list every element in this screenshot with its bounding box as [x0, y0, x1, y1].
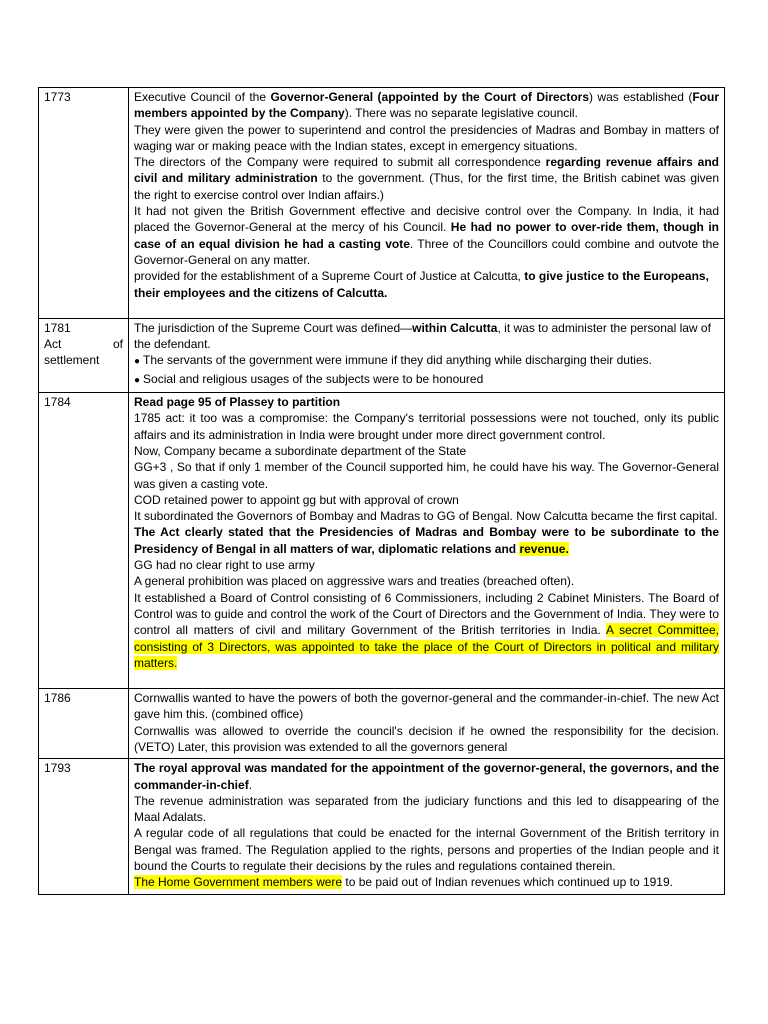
year-cell [39, 759, 129, 894]
paragraph: COD retained power to appoint gg but with approval of crown [134, 492, 459, 507]
paragraph [134, 590, 719, 671]
text-run: The directors of the Company were required to submit all correspondence [134, 155, 546, 170]
bullet-item: ● Social and religious usages of the subjects were to be honoured [134, 371, 719, 389]
content-cell [129, 759, 725, 894]
text-run: provided for the establishment of a Supreme Court of Justice at Calcutta, [134, 269, 525, 284]
content-cell [129, 88, 725, 319]
year-label: 1784 [44, 395, 71, 410]
content-cell [129, 318, 725, 392]
bold-text: Governor-General (appointed by the Court of Directors [270, 90, 590, 104]
paragraph: Cornwallis wanted to have the powers of both the governor-general and the commander-in-chief. The new Act gave him this. (combined office) [134, 691, 719, 722]
content-cell [129, 689, 725, 759]
paragraph: Cornwallis was allowed to override the council's decision if he owned the responsibility for the decision. (VETO) Later, this provision was extended to all the governors general [134, 723, 719, 754]
highlighted-text: revenue. [519, 541, 569, 556]
highlighted-text: A secret Committee, consisting of 3 Directors, was appointed to take the place of the Court of Directors in political and military matters. [134, 623, 719, 670]
bold-text: The royal approval was mandated for the appointment of the governor-general, the governors, and the commander-in-chief [134, 761, 719, 792]
year-label: 1781 [44, 320, 71, 335]
paragraph [134, 268, 719, 301]
text-run: The jurisdiction of the Supreme Court was defined— [134, 320, 413, 335]
year-cell [39, 689, 129, 759]
bold-text: regarding revenue affairs and civil and military administration [134, 155, 719, 186]
bold-text: Read page 95 of Plassey to partition [134, 395, 341, 410]
text-run: Executive Council of the [134, 90, 271, 104]
year-label: 1793 [44, 761, 71, 776]
paragraph: A general prohibition was placed on aggressive wars and treaties (breached often). [134, 574, 575, 589]
year-cell [39, 393, 129, 689]
paragraph [134, 874, 719, 890]
year-cell [39, 88, 129, 319]
spacer [134, 671, 719, 685]
text-run: . [248, 777, 253, 792]
table-row [39, 393, 725, 689]
bullet-item: ● The servants of the government were immune if they did anything while discharging their duties. [134, 352, 719, 370]
table-row [39, 318, 725, 392]
settlement-label: settlement [44, 353, 100, 368]
text-run: ) was established ( [589, 90, 693, 104]
table-row [39, 759, 725, 894]
text-run: , it was to administer the personal law of the defendant. [134, 320, 711, 352]
text-run: . Three of the Councillors could combine and outvote the Governor-General on any matter. [134, 236, 719, 267]
text-run: It established a Board of Control consisting of 6 Commissioners, including 2 Cabinet Ministers. The Board of Control was to guide and control the work of the Court of Directors and the Government of India. They were to control all matters of civil and military Government of the British territories in India. [134, 590, 719, 638]
year-label: 1786 [44, 691, 71, 706]
paragraph [134, 320, 719, 353]
paragraph: It subordinated the Governors of Bombay and Madras to GG of Bengal. Now Calcutta became the first capital. [134, 509, 718, 524]
paragraph [134, 760, 719, 793]
text-run: It had not given the British Government effective and decisive control over the Company. In India, it had placed the Governor-General at the mercy of his Council. [134, 204, 719, 235]
text-run: to be paid out of Indian revenues which continued up to 1919. [342, 875, 673, 890]
paragraph [134, 524, 719, 557]
bold-text: to give justice to the Europeans, their employees and the citizens of Calcutta. [134, 269, 709, 300]
table-row [39, 88, 725, 319]
bold-text: The Act clearly stated that the Presidencies of Madras and Bombay were to be subordinate to the Presidency of Bengal in all matters of war, diplomatic relations and [134, 525, 719, 556]
bold-text: within Calcutta [412, 320, 498, 335]
paragraph [134, 154, 719, 203]
paragraph [134, 203, 719, 268]
history-table [38, 87, 725, 895]
paragraph: They were given the power to superintend and control the presidencies of Madras and Bombay in matters of waging war or making peace with the Indian states, except in emergency situations. [134, 122, 719, 153]
paragraph: A regular code of all regulations that could be enacted for the internal Government of the British territory in Bengal was framed. The Regulation applied to the rights, persons and properties of the Indian people and it bound the Courts to regulate their decisions by the rules and regulations contained therein. [134, 826, 719, 874]
table-row [39, 689, 725, 759]
text-run: of [112, 337, 123, 352]
year-cell [39, 318, 129, 392]
text-run: ). There was no separate legislative council. [344, 106, 578, 121]
paragraph: GG had no clear right to use army [134, 558, 315, 573]
highlighted-text: The Home Government members were [134, 875, 343, 890]
paragraph: GG+3 , So that if only 1 member of the Council supported him, he could have his way. The Governor-General was given a casting vote. [134, 460, 719, 491]
act-label [44, 336, 123, 352]
paragraph: Now, Company became a subordinate department of the State [134, 443, 467, 458]
paragraph [134, 89, 719, 122]
bold-text: He had no power to over-ride them, though in case of an equal division he had a casting vote [134, 220, 719, 251]
content-cell [129, 393, 725, 689]
text-run: Act [44, 337, 62, 352]
bold-text: Four members appointed by the Company [134, 90, 719, 121]
paragraph: The revenue administration was separated from the judiciary functions and this led to disappearing of the Maal Adalats. [134, 793, 719, 825]
text-run: to the government. (Thus, for the first time, the British cabinet was given the right to exercise control over Indian affairs.) [134, 171, 720, 202]
paragraph [134, 394, 719, 410]
paragraph: 1785 act: it too was a compromise: the Company's territorial possessions were not touched, only its public affairs and its administration in India were brought under more direct government control. [134, 411, 719, 442]
year-label: 1773 [44, 90, 71, 104]
spacer [134, 301, 719, 315]
